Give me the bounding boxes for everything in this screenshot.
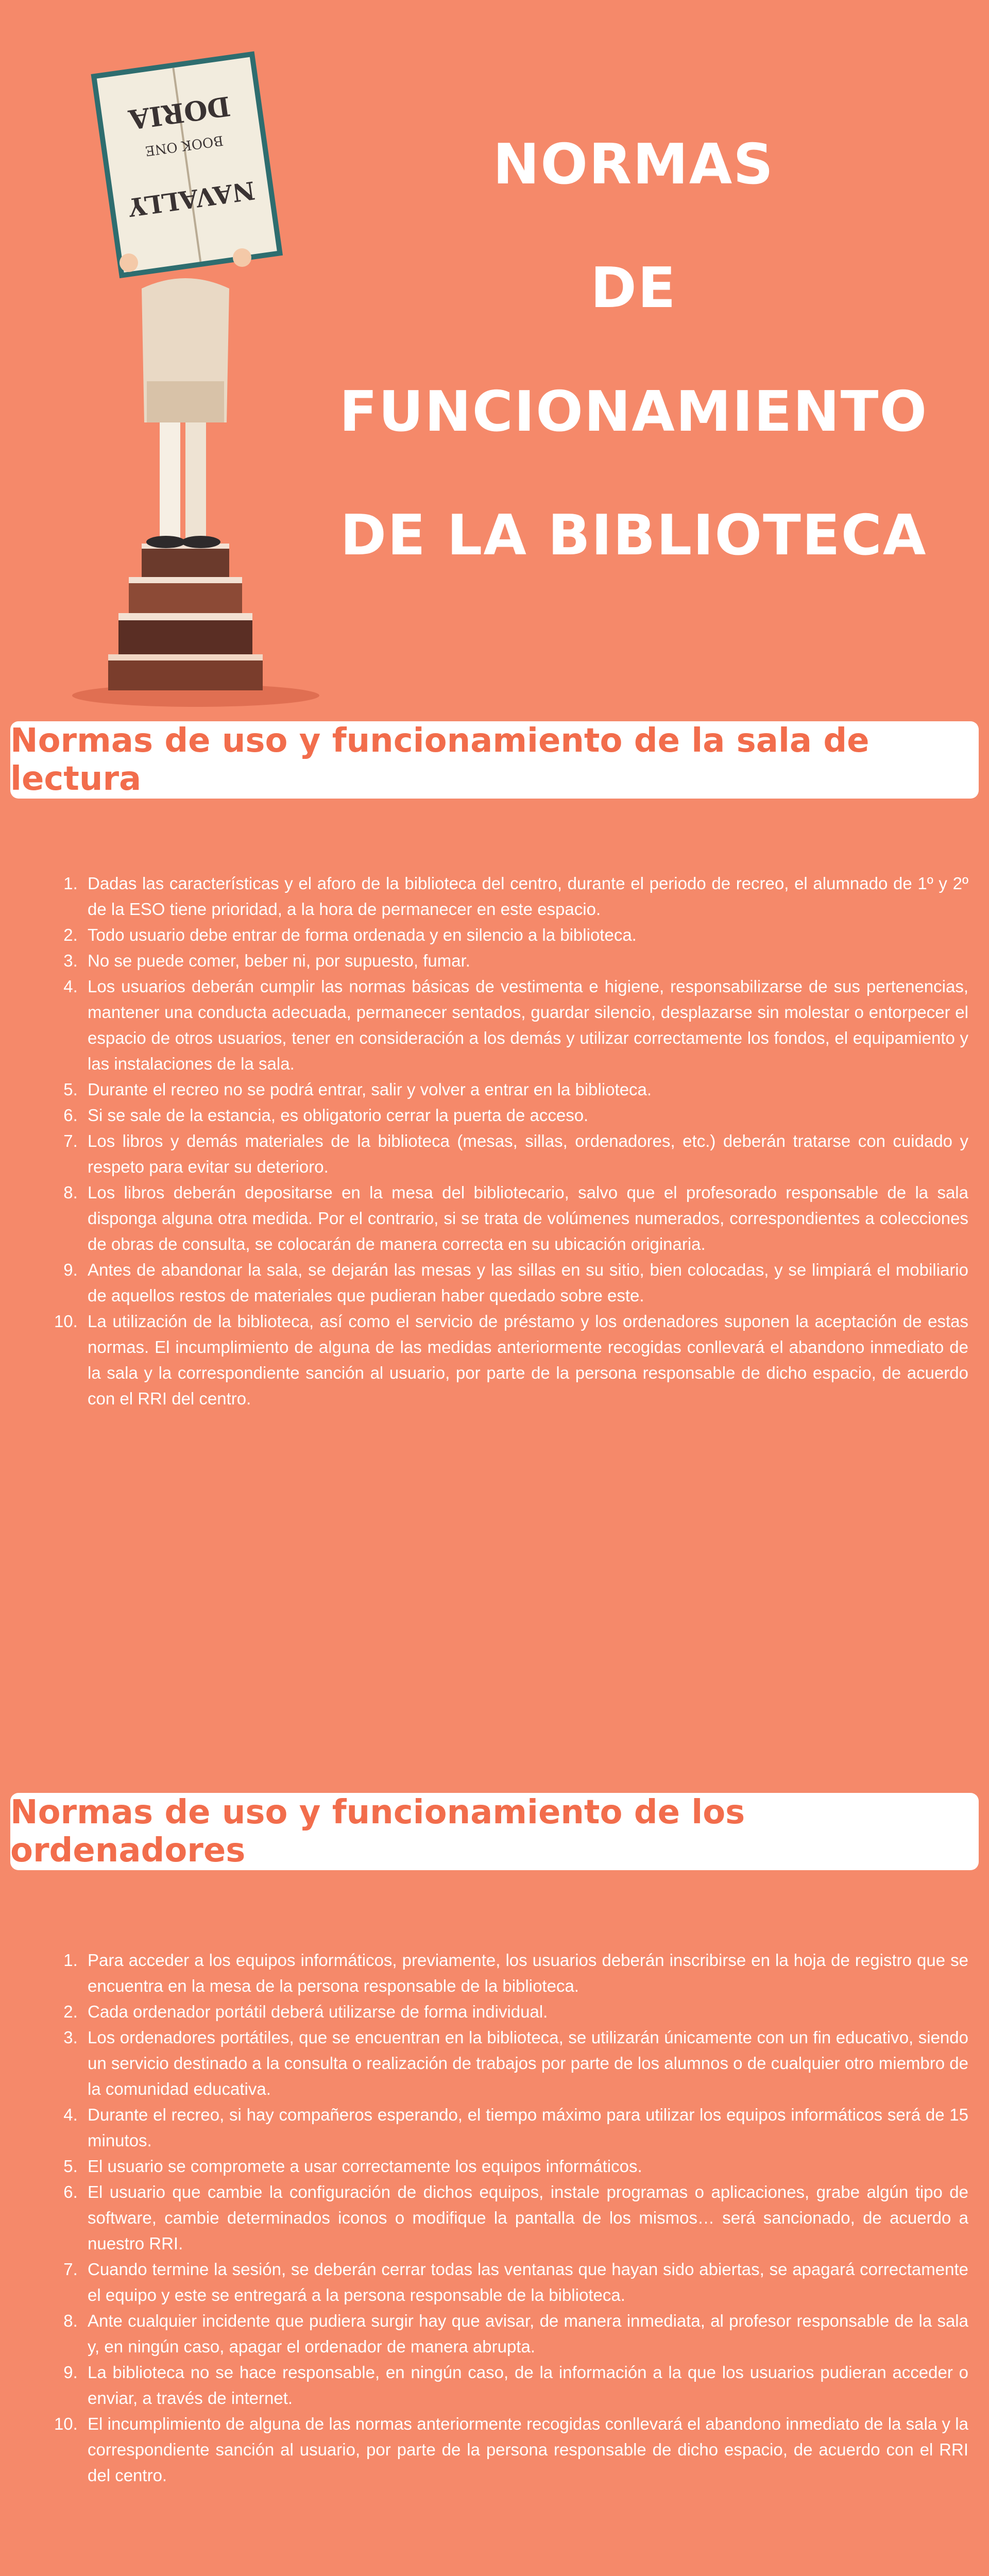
section-heading-ordenadores [10,1793,979,1870]
section-title: Normas de uso y funcionamiento de los ordenadores [10,1793,745,1870]
section-title: Normas de uso y funcionamiento de la sala de lectura [10,722,869,798]
list-item: 9. La biblioteca no se hace responsable, en ningún caso, de la información a la que los usuarios pudieran acceder o enviar, a través de internet. [82,2360,968,2411]
title-line: FUNCIONAMIENTO [339,380,928,444]
book-title-1: DORIA [127,90,232,135]
list-item: 6. Si se sale de la estancia, es obligatorio cerrar la puerta de acceso. [82,1103,968,1128]
header-banner [0,0,989,711]
list-item: 4. Los usuarios deberán cumplir las normas básicas de vestimenta e higiene, responsabilizarse de sus pertenencias, mantener una conducta adecuada, permanecer sentados, guardar silencio, desplazarse sin molestar o entorpecer el espacio de otros usuarios, tener en consideración a los demás y utilizar correctamente los fondos, el equipamiento y las instalaciones de la sala. [82,974,968,1077]
list-item: 7. Los libros y demás materiales de la biblioteca (mesas, sillas, ordenadores, etc.) deberán tratarse con cuidado y respeto para evitar su deterioro. [82,1128,968,1180]
list-item: 9. Antes de abandonar la sala, se dejarán las mesas y las sillas en su sitio, bien colocadas, y se limpiará el mobiliario de aquellos restos de materiales que pudieran haber quedado sobre este. [82,1257,968,1309]
student-reading-illustration [31,21,340,711]
list-item: 8. Ante cualquier incidente que pudiera surgir hay que avisar, de manera inmediata, al profesor responsable de la sala y, en ningún caso, apagar el ordenador de manera abrupta. [82,2308,968,2360]
list-item: 6. El usuario que cambie la configuración de dichos equipos, instale programas o aplicaciones, grabe algún tipo de software, cambie determinados iconos o modifique la pantalla de los mismos… será sancionado, de acuerdo a nuestro RRI. [82,2179,968,2257]
list-item: 5. El usuario se compromete a usar correctamente los equipos informáticos. [82,2154,968,2179]
list-item: 3. Los ordenadores portátiles, que se encuentran en la biblioteca, se utilizarán únicamente con un fin educativo, siendo un servicio destinado a la consulta o realización de trabajos por parte de los alumnos o de cualquier otro miembro de la comunidad educativa. [82,2025,968,2102]
title-line: DE LA BIBLIOTECA [340,503,927,568]
book-title-2: BOOK ONE [144,132,225,159]
list-item: 1. Dadas las características y el aforo de la biblioteca del centro, durante el periodo de recreo, el alumnado de 1º y 2º de la ESO tiene prioridad, a la hora de permanecer en este espacio. [82,871,968,922]
list-item: 7. Cuando termine la sesión, se deberán cerrar todas las ventanas que hayan sido abiertas, se apagará correctamente el equipo y este se entregará a la persona responsable de la biblioteca. [82,2257,968,2308]
list-item: 4. Durante el recreo, si hay compañeros esperando, el tiempo máximo para utilizar los equipos informáticos será de 15 minutos. [82,2102,968,2154]
list-item: 5. Durante el recreo no se podrá entrar, salir y volver a entrar en la biblioteca. [82,1077,968,1103]
list-item: 2. Todo usuario debe entrar de forma ordenada y en silencio a la biblioteca. [82,922,968,948]
list-item: 1. Para acceder a los equipos informáticos, previamente, los usuarios deberán inscribirse en la hoja de registro que se encuentra en la mesa de la persona responsable de la biblioteca. [82,1947,968,1999]
list-item: 10. La utilización de la biblioteca, así como el servicio de préstamo y los ordenadores suponen la aceptación de estas normas. El incumplimiento de alguna de las medidas anteriormente recogidas conllevará el abandono inmediato de la sala y la correspondiente sanción al usuario, por parte de la persona responsable de dicho espacio, de acuerdo con el RRI del centro. [82,1309,968,1412]
rules-list-sala-lectura [52,871,968,1412]
rules-list-ordenadores [52,1947,968,2488]
book-stack [108,544,263,690]
list-item: 10. El incumplimiento de alguna de las normas anteriormente recogidas conllevará el abandono inmediato de la sala y la correspondiente sanción al usuario, por parte de la persona responsable de dicho espacio, de acuerdo con el RRI del centro. [82,2411,968,2488]
list-item: 3. No se puede comer, beber ni, por supuesto, fumar. [82,948,968,974]
title-line: NORMAS [492,132,775,197]
book-title-3: NAVALLY [126,175,257,222]
title-line: DE [590,256,677,320]
list-item: 2. Cada ordenador portátil deberá utilizarse de forma individual. [82,1999,968,2025]
page-title [319,103,948,598]
list-item: 8. Los libros deberán depositarse en la mesa del bibliotecario, salvo que el profesorado responsable de la sala disponga alguna otra medida. Por el contrario, si se trata de volúmenes numerados, correspondientes a colecciones de obras de consulta, se colocarán de manera correcta en su ubicación originaria. [82,1180,968,1257]
section-heading-sala-lectura [10,721,979,799]
open-book [91,51,283,278]
